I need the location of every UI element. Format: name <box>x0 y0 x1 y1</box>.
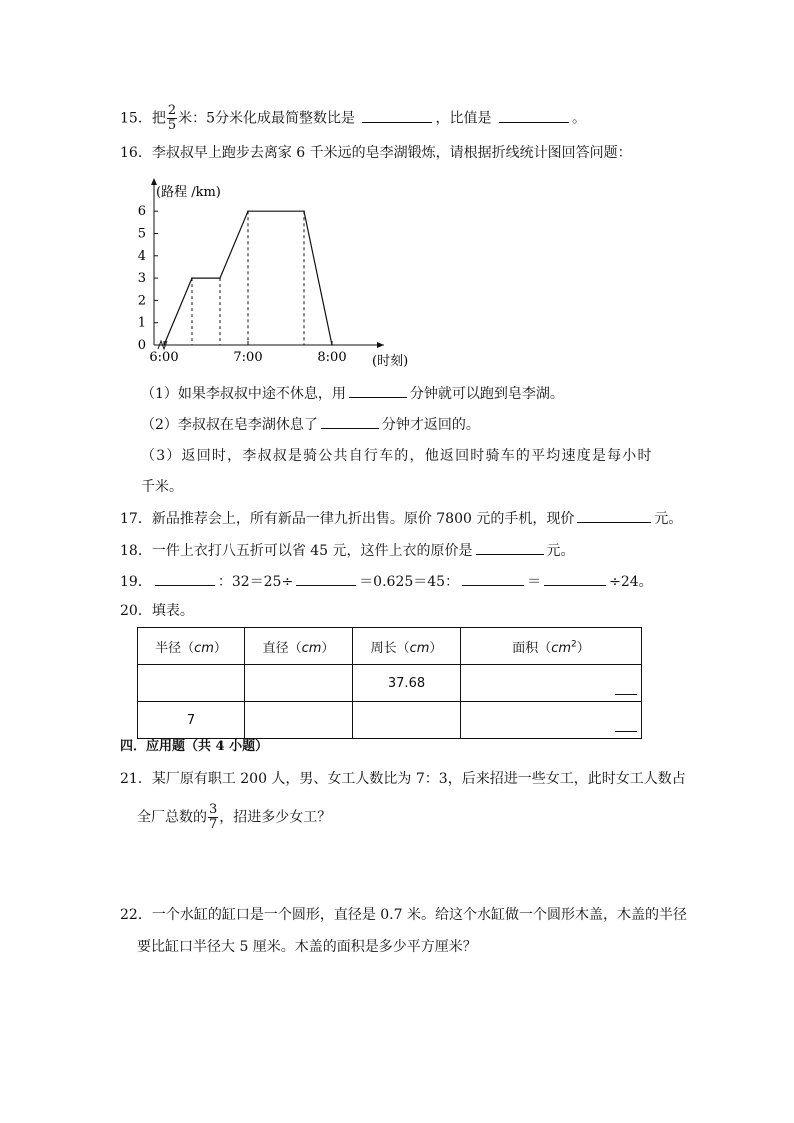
x-axis-label: (时刻) <box>372 354 409 369</box>
answer-blank[interactable] <box>155 571 215 586</box>
data-point <box>191 277 193 279</box>
question-20-title: 20．填表。 <box>120 603 194 619</box>
answer-blank[interactable] <box>349 383 407 398</box>
header-radius: 半径（cm） <box>138 628 245 665</box>
answer-blank[interactable] <box>544 571 606 586</box>
answer-blank[interactable] <box>476 540 544 555</box>
cell-diameter[interactable] <box>245 702 353 739</box>
question-22-cont: 要比缸口半径大 5 厘米。木盖的面积是多少平方厘米？ <box>137 939 477 955</box>
cell-diameter[interactable] <box>245 665 353 702</box>
question-21-cont: 全厂总数的 $\frac{3}{7}$ ，招进多少女工？ <box>137 802 332 832</box>
question-16-stem: 16．李叔叔早上跑步去离家 6 千米远的皂李湖锻炼，请根据折线统计图回答问题： <box>120 145 632 161</box>
answer-blank[interactable] <box>362 108 432 123</box>
answer-blank[interactable] <box>577 508 651 523</box>
header-diameter: 直径（cm） <box>245 628 353 665</box>
fraction: $\frac{3}{7}$ <box>209 802 218 832</box>
table-row <box>138 665 642 702</box>
y-tick-label: 4 <box>137 248 146 264</box>
question-22: 22．一个水缸的缸口是一个圆形，直径是 0.7 米。给这个水缸做一个圆形木盖，木盖的半径 <box>120 907 687 923</box>
y-tick-label: 3 <box>137 271 146 287</box>
y-tick-label: 6 <box>137 204 146 220</box>
data-point <box>219 277 221 279</box>
question-19: 19． ：32＝25÷ ＝0.625＝45： ＝ ÷24。 <box>120 571 653 592</box>
answer-blank[interactable] <box>462 571 524 586</box>
question-15: 15．把 $\frac{2}{5}$ 米：5分米化成最简整数比是 ，比值是 。 <box>120 103 586 133</box>
question-16-3-cont: 千米。 <box>141 479 183 495</box>
fraction: $\frac{2}{5}$ <box>167 103 177 133</box>
header-circumference: 周长（cm） <box>353 628 461 665</box>
line-chart <box>136 172 409 372</box>
answer-blank[interactable] <box>499 108 569 123</box>
y-axis-arrow <box>151 178 157 185</box>
answer-blank[interactable] <box>321 414 379 429</box>
data-point <box>303 210 305 212</box>
question-16-2: （2）李叔叔在皂李湖休息了 分钟才返回的。 <box>141 414 480 435</box>
cell-circumference[interactable]: 37.68 <box>353 665 461 702</box>
y-tick-label: 5 <box>137 226 146 242</box>
section-title: 四．应用题（共 4 小题） <box>120 739 269 754</box>
x-axis-arrow <box>377 342 384 348</box>
cell-circumference[interactable] <box>353 702 461 739</box>
y-tick-label: 0 <box>137 338 146 353</box>
x-tick-label: 7:00 <box>233 350 263 365</box>
cell-area[interactable] <box>461 702 642 739</box>
cell-area[interactable] <box>461 665 642 702</box>
y-tick-label: 2 <box>137 293 146 309</box>
fill-table <box>137 627 642 739</box>
data-point <box>163 344 165 346</box>
table-row <box>138 702 642 739</box>
x-tick-label: 8:00 <box>317 350 347 365</box>
y-axis-label: (路程 /km) <box>156 185 221 200</box>
y-tick-label: 1 <box>137 315 146 331</box>
header-area: 面积$(cm^2)$ <box>461 628 642 665</box>
cell-radius[interactable]: 7 <box>138 702 245 739</box>
data-point <box>331 344 333 346</box>
question-21: 21．某厂原有职工 200 人，男、女工人数比为 7：3，后来招进一些女工，此时女工人数占 <box>120 771 686 787</box>
answer-blank[interactable] <box>296 571 356 586</box>
data-point <box>247 210 249 212</box>
x-tick-label: 6:00 <box>149 350 179 365</box>
question-17: 17．新品推荐会上，所有新品一律九折出售。原价 7800 元的手机，现价 元。 <box>120 508 682 529</box>
question-16-1: （1）如果李叔叔中途不休息，用 分钟就可以跑到皂李湖。 <box>141 383 564 404</box>
cell-radius[interactable] <box>138 665 245 702</box>
question-16-3: （3）返回时，李叔叔是骑公共自行车的，他返回时骑车的平均速度是每小时 <box>141 448 653 464</box>
question-18: 18．一件上衣打八五折可以省 45 元，这件上衣的原价是 元。 <box>120 540 575 561</box>
table-header-row <box>138 628 642 665</box>
